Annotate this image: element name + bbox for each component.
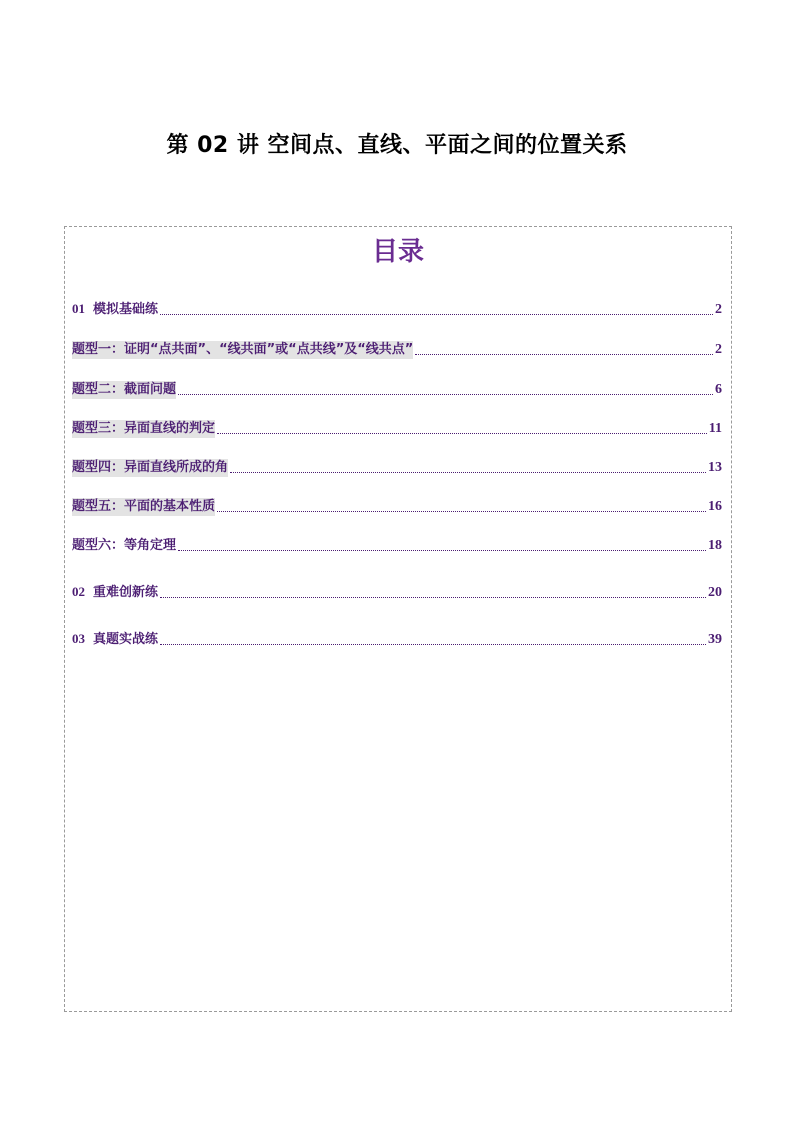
toc-entry-label: 题型三：异面直线的判定 — [72, 421, 216, 436]
toc-dot-leader — [160, 597, 706, 598]
toc-box — [64, 226, 732, 1012]
toc-entry-02[interactable] — [72, 582, 722, 602]
toc-entry-type-3[interactable] — [72, 418, 722, 438]
toc-dot-leader — [178, 394, 713, 395]
toc-entry-label: 题型四：异面直线所成的角 — [72, 460, 229, 475]
toc-entry-label: 题型二：截面问题 — [72, 382, 177, 397]
toc-page-number: 2 — [715, 342, 722, 357]
toc-dot-leader — [217, 433, 707, 434]
toc-entry-label: 题型一：证明“点共面”、“线共面”或“点共线”及“线共点” — [72, 342, 414, 357]
toc-entry-label: 题型五：平面的基本性质 — [72, 499, 216, 514]
toc-dot-leader — [217, 511, 706, 512]
toc-entry-type-6[interactable] — [72, 535, 722, 555]
toc-entry-type-1[interactable] — [72, 339, 722, 359]
toc-entry-text: 真题实战练 — [93, 632, 159, 647]
toc-entry-number: 02 — [72, 584, 85, 599]
toc-page-number: 20 — [708, 585, 722, 600]
toc-dot-leader — [160, 314, 713, 315]
toc-entry-type-2[interactable] — [72, 379, 722, 399]
toc-dot-leader — [178, 550, 706, 551]
toc-entry-label: 题型六：等角定理 — [72, 538, 177, 553]
toc-page-number: 13 — [708, 460, 722, 475]
toc-dot-leader — [415, 354, 713, 355]
toc-entry-type-4[interactable] — [72, 457, 722, 477]
toc-entry-text: 重难创新练 — [93, 585, 159, 600]
toc-page-number: 16 — [708, 499, 722, 514]
toc-entry-number: 01 — [72, 301, 85, 316]
toc-page-number: 11 — [708, 421, 722, 436]
toc-entry-label — [72, 630, 158, 649]
toc-entry-text: 模拟基础练 — [93, 302, 159, 317]
toc-dot-leader — [230, 472, 706, 473]
toc-entry-number: 03 — [72, 631, 85, 646]
toc-page-number: 18 — [708, 538, 722, 553]
toc-heading: 目录 — [371, 237, 424, 267]
toc-entry-03[interactable] — [72, 629, 722, 649]
toc-entry-01[interactable] — [72, 299, 722, 319]
toc-dot-leader — [160, 644, 706, 645]
page-title: 第 02 讲 空间点、直线、平面之间的位置关系 — [166, 133, 628, 158]
toc-page-number: 6 — [715, 382, 722, 397]
toc-entry-type-5[interactable] — [72, 496, 722, 516]
toc-page-number: 39 — [708, 632, 722, 647]
toc-entry-label — [72, 583, 158, 602]
toc-entry-label — [72, 300, 158, 319]
toc-page-number: 2 — [715, 302, 722, 317]
